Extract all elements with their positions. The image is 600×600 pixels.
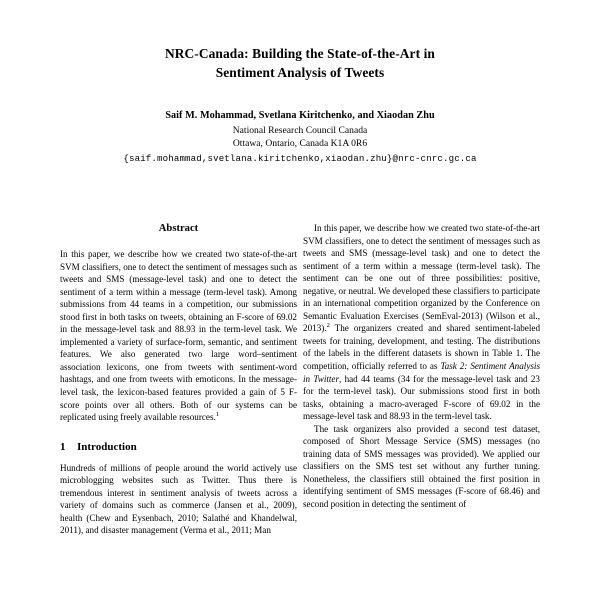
right-paragraph-1-part-a: In this paper, we describe how we created two state-of-the-art SVM classifiers, one to detect the sentiment of messages such as tweets and SMS (message-level task) and one to detect the sentiment of a term within a message (term-level task). The sentiment can be one out of three possibilities: positive, negative, or neutral. We developed these classifiers to participate in an international competition organized by the Conference on Semantic Evaluation Exercises (SemEval-2013) (Wilson et al., 2013). [303, 223, 540, 334]
right-paragraph-1-part-b: The organizers created and shared sentiment-labeled tweets for training, development, and testing. The distributions of the labels in the different datasets is shown in Table 1. The competition, officially referred to as [303, 323, 540, 372]
title-block [0, 0, 600, 166]
right-paragraph-1-part-c: , had 44 teams (34 for the message-level task and 23 for the term-level task). Our submissions stood first in both tasks, obtaining a macro-averaged F-score of 69.02 in the message-level task and 88.93 in the term-level task. [303, 373, 540, 422]
affiliation-organization: National Research Council Canada [232, 124, 368, 136]
abstract-paragraph [60, 248, 297, 424]
right-paragraph-1 [303, 222, 540, 423]
abstract-footnote-marker: 1 [215, 411, 220, 419]
affiliation-address: Ottawa, Ontario, Canada K1A 0R6 [232, 138, 368, 150]
title-line-2: Sentiment Analysis of Tweets [215, 65, 385, 80]
page-title [85, 44, 515, 82]
abstract-heading: Abstract [158, 223, 199, 234]
two-column-body [0, 222, 600, 600]
title-line-1: NRC-Canada: Building the State-of-the-Art in [165, 46, 435, 61]
author-email: {saif.mohammad,svetlana.kiritchenko,xiaodan.zhu}@nrc-cnrc.gc.ca [123, 152, 477, 164]
section-title: Introduction [77, 440, 137, 453]
section-heading-introduction [60, 440, 297, 454]
left-column [60, 222, 297, 600]
section-number: 1 [60, 440, 66, 453]
right-paragraph-1-footnote-marker: 2 [326, 322, 330, 330]
abstract-text: In this paper, we describe how we created two state-of-the-art SVM classifiers, one to detect the sentiment of messages such as tweets and SMS (message-level task) and one to detect the sentiment of a term within a message (term-level task). Among submissions from 44 teams in a competition, our submissions stood first in both tasks on tweets, obtaining an F-score of 69.02 in the message-level task and 88.93 in the term-level task. We implemented a variety of surface-form, semantic, and sentiment features. We also generated two large word–sentiment association lexicons, one from tweets with sentiment-word hashtags, and one from tweets with emoticons. In the message-level task, the lexicon-based features provided a gain of 5 F-score points over all others. Both of our systems can be replicated using freely available resources. [60, 249, 297, 423]
author-list: Saif M. Mohammad, Svetlana Kiritchenko, and Xiaodan Zhu [165, 110, 435, 121]
task-name-italic: Task 2: Sentiment Analysis in Twitter [303, 361, 540, 384]
introduction-paragraph-1: Hundreds of millions of people around the world actively use microblogging websites such as Twitter. Thus there is tremendous interest in sentiment analysis of tweets across a variety of domains such as commerce (Jansen et al., 2009), health (Chew and Eysenbach, 2010; Salathé and Khandelwal, 2011), and disaster management (Verma et al., 2011; Man [60, 462, 297, 536]
right-paragraph-2: The task organizers also provided a second test dataset, composed of Short Message Service (SMS) messages (no training data of SMS messages was provided). We applied our classifiers on the SMS test set without any further tuning. Nonetheless, the classifiers still obtained the first position in identifying sentiment of SMS messages (F-score of 68.46) and second position in detecting the sentiment of [303, 423, 540, 510]
right-column [303, 222, 540, 600]
